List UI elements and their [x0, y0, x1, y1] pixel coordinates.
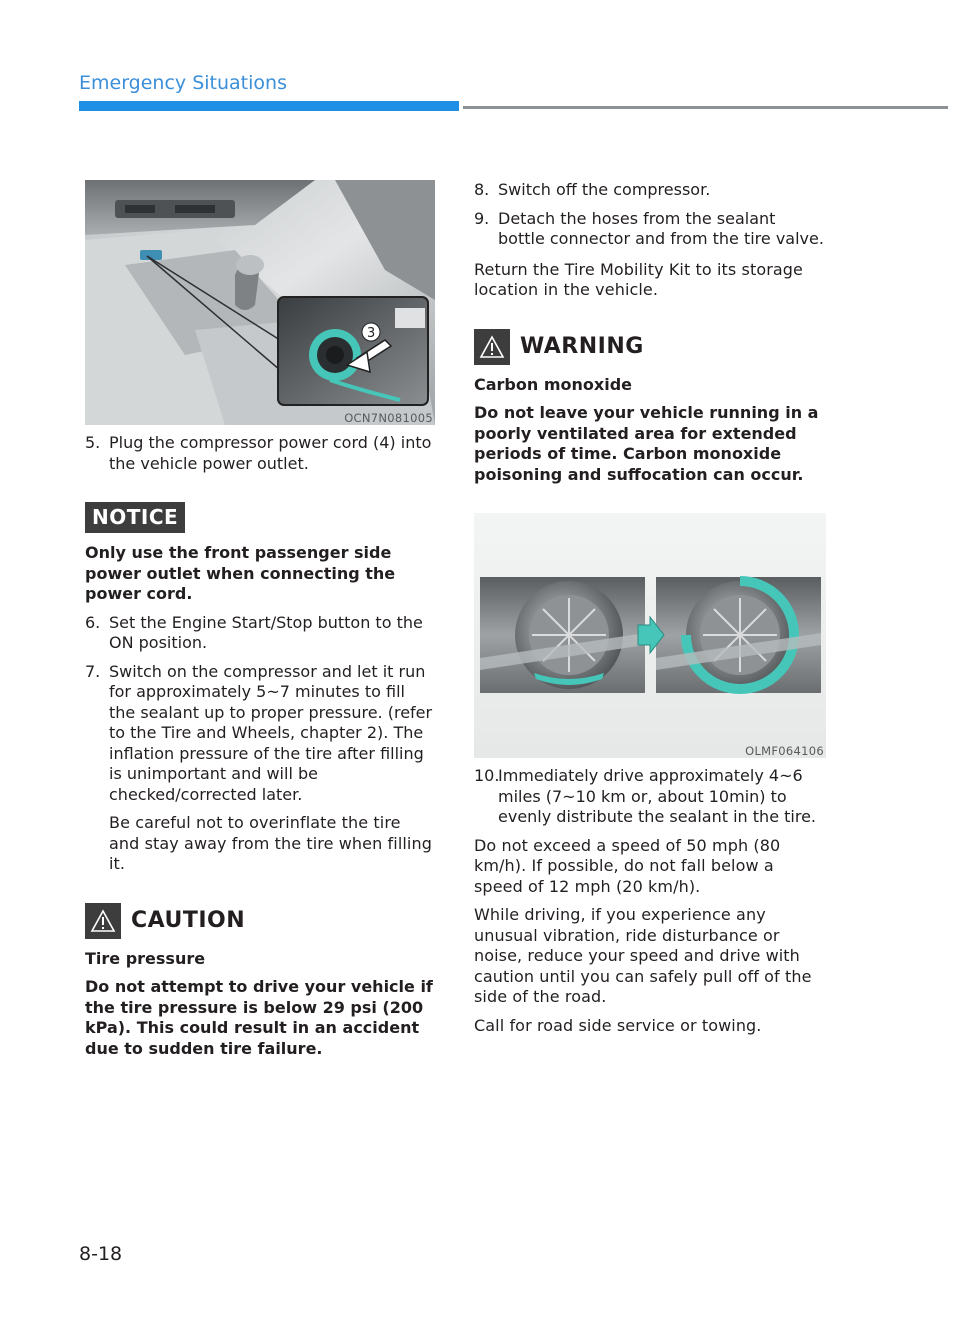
step-8 [474, 180, 826, 201]
caution-subheading: Tire pressure [85, 948, 206, 968]
figure1-callout-label: 3 [367, 326, 376, 341]
header-rule [463, 106, 948, 109]
step-number: 9. [474, 208, 490, 228]
console-power-outlet-figure [85, 180, 435, 425]
step-text: Detach the hoses from the sealant bottle connector and from the tire valve. [498, 208, 824, 248]
warning-triangle-icon [85, 903, 121, 939]
step-text: Switch off the compressor. [498, 180, 711, 199]
console-illustration [85, 180, 435, 425]
road-service-text: Call for road side service or towing. [474, 1015, 762, 1035]
header-rule-accent [79, 101, 459, 111]
step-text: Immediately drive approximately 4~6 miles (7~10 km or, about 10min) to evenly distribute the sealant in the tire. [498, 766, 816, 826]
section-title: Emergency Situations [79, 72, 287, 94]
warning-heading [474, 329, 826, 365]
step-7 [85, 662, 435, 806]
tire-sealant-figure [474, 513, 826, 758]
figure-code: OLMF064106 [745, 744, 824, 758]
return-kit-text: Return the Tire Mobility Kit to its storage location in the vehicle. [474, 259, 803, 299]
page-number: 8-18 [79, 1243, 123, 1265]
caution-label: CAUTION [131, 908, 246, 933]
step-number: 10. [474, 766, 500, 785]
warning-label: WARNING [520, 334, 644, 359]
step-number: 5. [85, 433, 101, 452]
step-number: 6. [85, 612, 101, 632]
caution-heading [85, 903, 435, 939]
notice-text: Only use the front passenger side power outlet when connecting the power cord. [85, 543, 396, 603]
step-number: 8. [474, 180, 490, 199]
tire-sealant-illustration [474, 513, 826, 758]
step-6 [85, 613, 435, 654]
step-text: Switch on the compressor and let it run for approximately 5~7 minutes to fill the sealant up to proper pressure. (refer to the Tire and Wheels, chapter 2). The inflation pressure of the tire after filling is unimportant and will be checked/corrected later. [109, 661, 433, 804]
step-text: Plug the compressor power cord (4) into the vehicle power outlet. [109, 433, 432, 473]
figure-code: OCN7N081005 [344, 411, 433, 425]
warning-triangle-icon [474, 329, 510, 365]
step-9 [474, 209, 826, 250]
caution-text: Do not attempt to drive your vehicle if the tire pressure is below 29 psi (200 kPa). This could result in an accident due to sudden tire failure. [85, 977, 433, 1058]
speed-limit-text: Do not exceed a speed of 50 mph (80 km/h). If possible, do not fall below a speed of 12 mph (20 km/h). [474, 835, 781, 896]
warning-text: Do not leave your vehicle running in a poorly ventilated area for extended periods of time. Carbon monoxide poisoning and suffocation can occur. [474, 403, 819, 484]
notice-badge: NOTICE [85, 502, 185, 533]
step-10 [474, 766, 826, 828]
left-column [85, 180, 435, 1059]
step-text: Set the Engine Start/Stop button to the ON position. [109, 612, 423, 652]
step-7-note: Be careful not to overinflate the tire and stay away from the tire when filling it. [109, 813, 432, 873]
vibration-text: While driving, if you experience any unusual vibration, ride disturbance or noise, reduce your speed and drive with caution until you can safely pull off of the side of the road. [474, 905, 812, 1006]
right-column [474, 180, 826, 1036]
step-number: 7. [85, 661, 101, 681]
step-5 [85, 433, 435, 474]
warning-subheading: Carbon monoxide [474, 374, 632, 394]
